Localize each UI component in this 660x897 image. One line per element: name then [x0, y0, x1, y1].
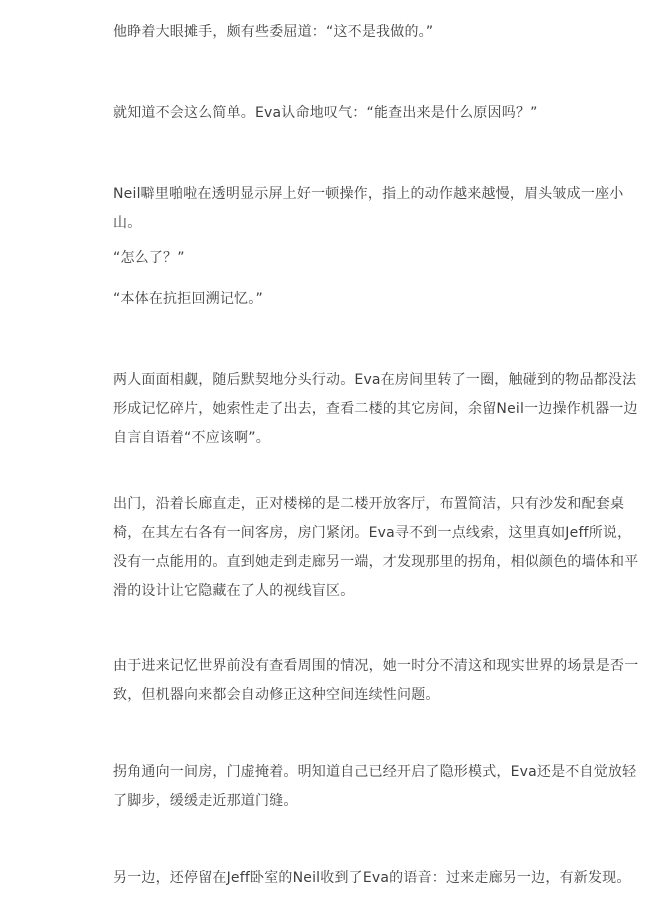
paragraph: 两人面面相觑，随后默契地分头行动。Eva在房间里转了一圈，触碰到的物品都没法形成记忆碎片，她索性走了出去，查看二楼的其它房间，余留Neil一边操作机器一边自言自语着“不应该啊”。 — [113, 372, 638, 446]
paragraph: 就知道不会这么简单。Eva认命地叹气：“能查出来是什么原因吗？” — [113, 105, 538, 121]
paragraph: 另一边，还停留在Jeff卧室的Neil收到了Eva的语音：过来走廊另一边，有新发现。 — [113, 870, 631, 886]
paragraph: 他睁着大眼摊手，颇有些委屈道：“这不是我做的。” — [113, 24, 434, 40]
paragraph: “本体在抗拒回溯记忆。” — [113, 291, 263, 307]
paragraph: 拐角通向一间房，门虚掩着。明知道自己已经开启了隐形模式，Eva还是不自觉放轻了脚步，缓缓走近那道门缝。 — [113, 764, 637, 809]
paragraph: 由于进来记忆世界前没有查看周围的情况，她一时分不清这和现实世界的场景是否一致，但机器向来都会自动修正这种空间连续性问题。 — [113, 658, 639, 703]
paragraph: 出门，沿着长廊直走，正对楼梯的是二楼开放客厅，布置简洁，只有沙发和配套桌椅，在其左右各有一间客房，房门紧闭。Eva寻不到一点线索，这里真如Jeff所说，没有一点能用的。直到她走到走廊另一端，才发现那里的拐角，相似颜色的墙体和平滑的设计让它隐藏在了人的视线盲区。 — [113, 496, 639, 599]
paragraph: Neil噼里啪啦在透明显示屏上好一顿操作，指上的动作越来越慢，眉头皱成一座小山。 — [113, 186, 624, 231]
paragraph: “怎么了？” — [113, 250, 185, 266]
